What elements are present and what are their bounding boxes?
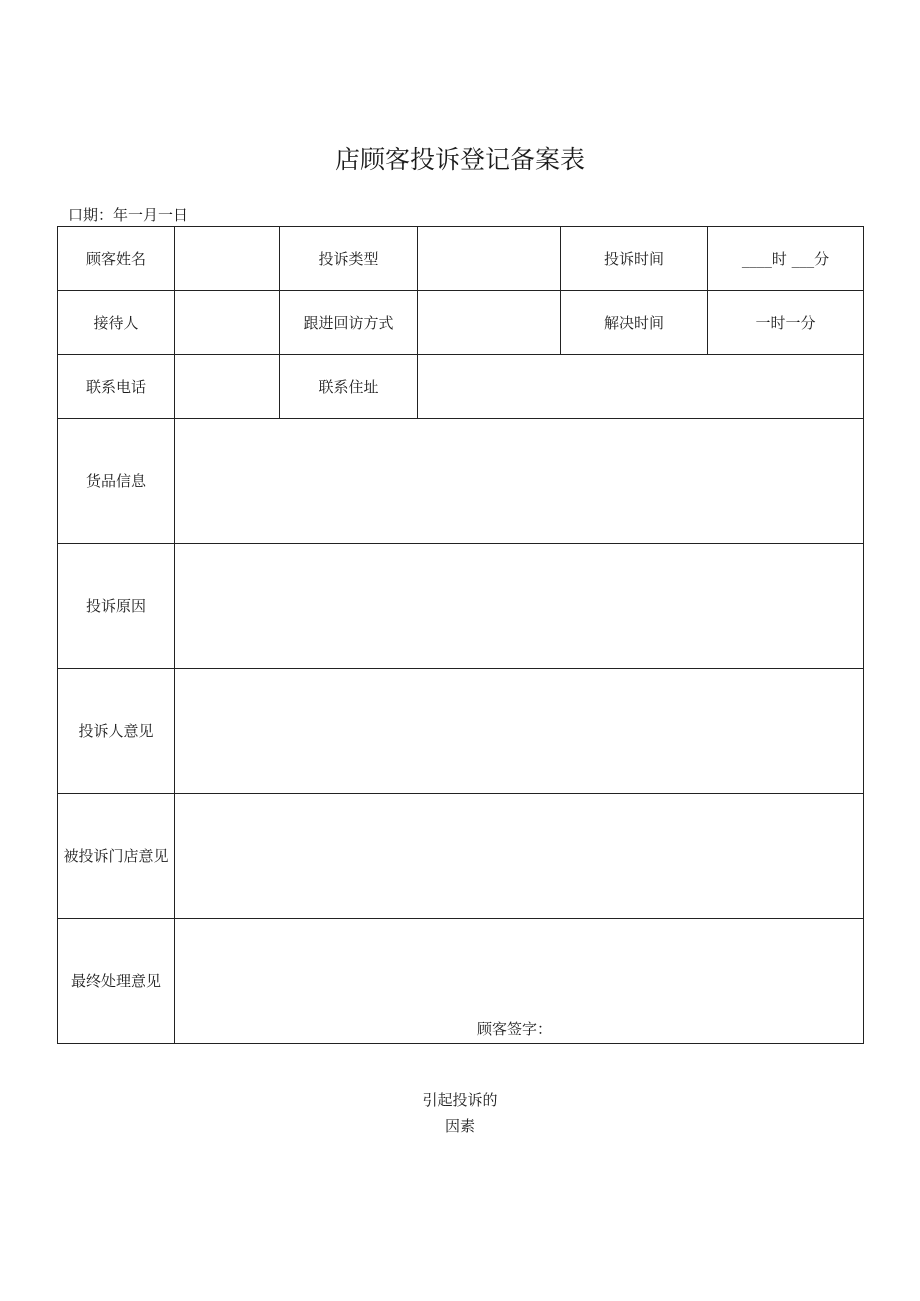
receiver-label: 接待人 [58, 291, 175, 355]
table-row [58, 291, 864, 355]
receiver-field[interactable] [175, 291, 280, 355]
footer-note [0, 1087, 920, 1139]
table-row [58, 355, 864, 419]
followup-method-field[interactable] [418, 291, 561, 355]
resolve-time-label: 解决时间 [561, 291, 708, 355]
goods-info-label: 货品信息 [58, 419, 175, 544]
table-row [58, 919, 864, 1044]
complaint-type-field[interactable] [418, 227, 561, 291]
customer-name-label: 顾客姓名 [58, 227, 175, 291]
complaint-type-label: 投诉类型 [280, 227, 418, 291]
footer-line-1: 引起投诉的 [422, 1091, 498, 1109]
complaint-form-table [57, 226, 864, 1044]
table-row [58, 227, 864, 291]
address-field[interactable] [418, 355, 864, 419]
store-opinion-label: 被投诉门店意见 [58, 794, 175, 919]
followup-method-label: 跟进回访方式 [280, 291, 418, 355]
footer-line-2: 因素 [444, 1117, 475, 1135]
table-row [58, 544, 864, 669]
complaint-reason-field[interactable] [175, 544, 864, 669]
customer-signature-label: 顾客签字： [477, 1020, 553, 1038]
table-row [58, 419, 864, 544]
complainant-opinion-label: 投诉人意见 [58, 669, 175, 794]
date-line: 口期：年一月一日 [68, 206, 189, 224]
resolve-time-field[interactable]: 一时一分 [708, 291, 864, 355]
complainant-opinion-field[interactable] [175, 669, 864, 794]
table-row [58, 794, 864, 919]
final-opinion-label: 最终处理意见 [58, 919, 175, 1044]
table-row [58, 669, 864, 794]
form-title: 店顾客投诉登记备案表 [334, 145, 585, 174]
customer-name-field[interactable] [175, 227, 280, 291]
phone-field[interactable] [175, 355, 280, 419]
final-opinion-field[interactable] [175, 919, 864, 1044]
complaint-time-field[interactable]: ____时 ___分 [708, 227, 864, 291]
phone-label: 联系电话 [58, 355, 175, 419]
store-opinion-field[interactable] [175, 794, 864, 919]
goods-info-field[interactable] [175, 419, 864, 544]
address-label: 联系住址 [280, 355, 418, 419]
complaint-reason-label: 投诉原因 [58, 544, 175, 669]
complaint-time-label: 投诉时间 [561, 227, 708, 291]
